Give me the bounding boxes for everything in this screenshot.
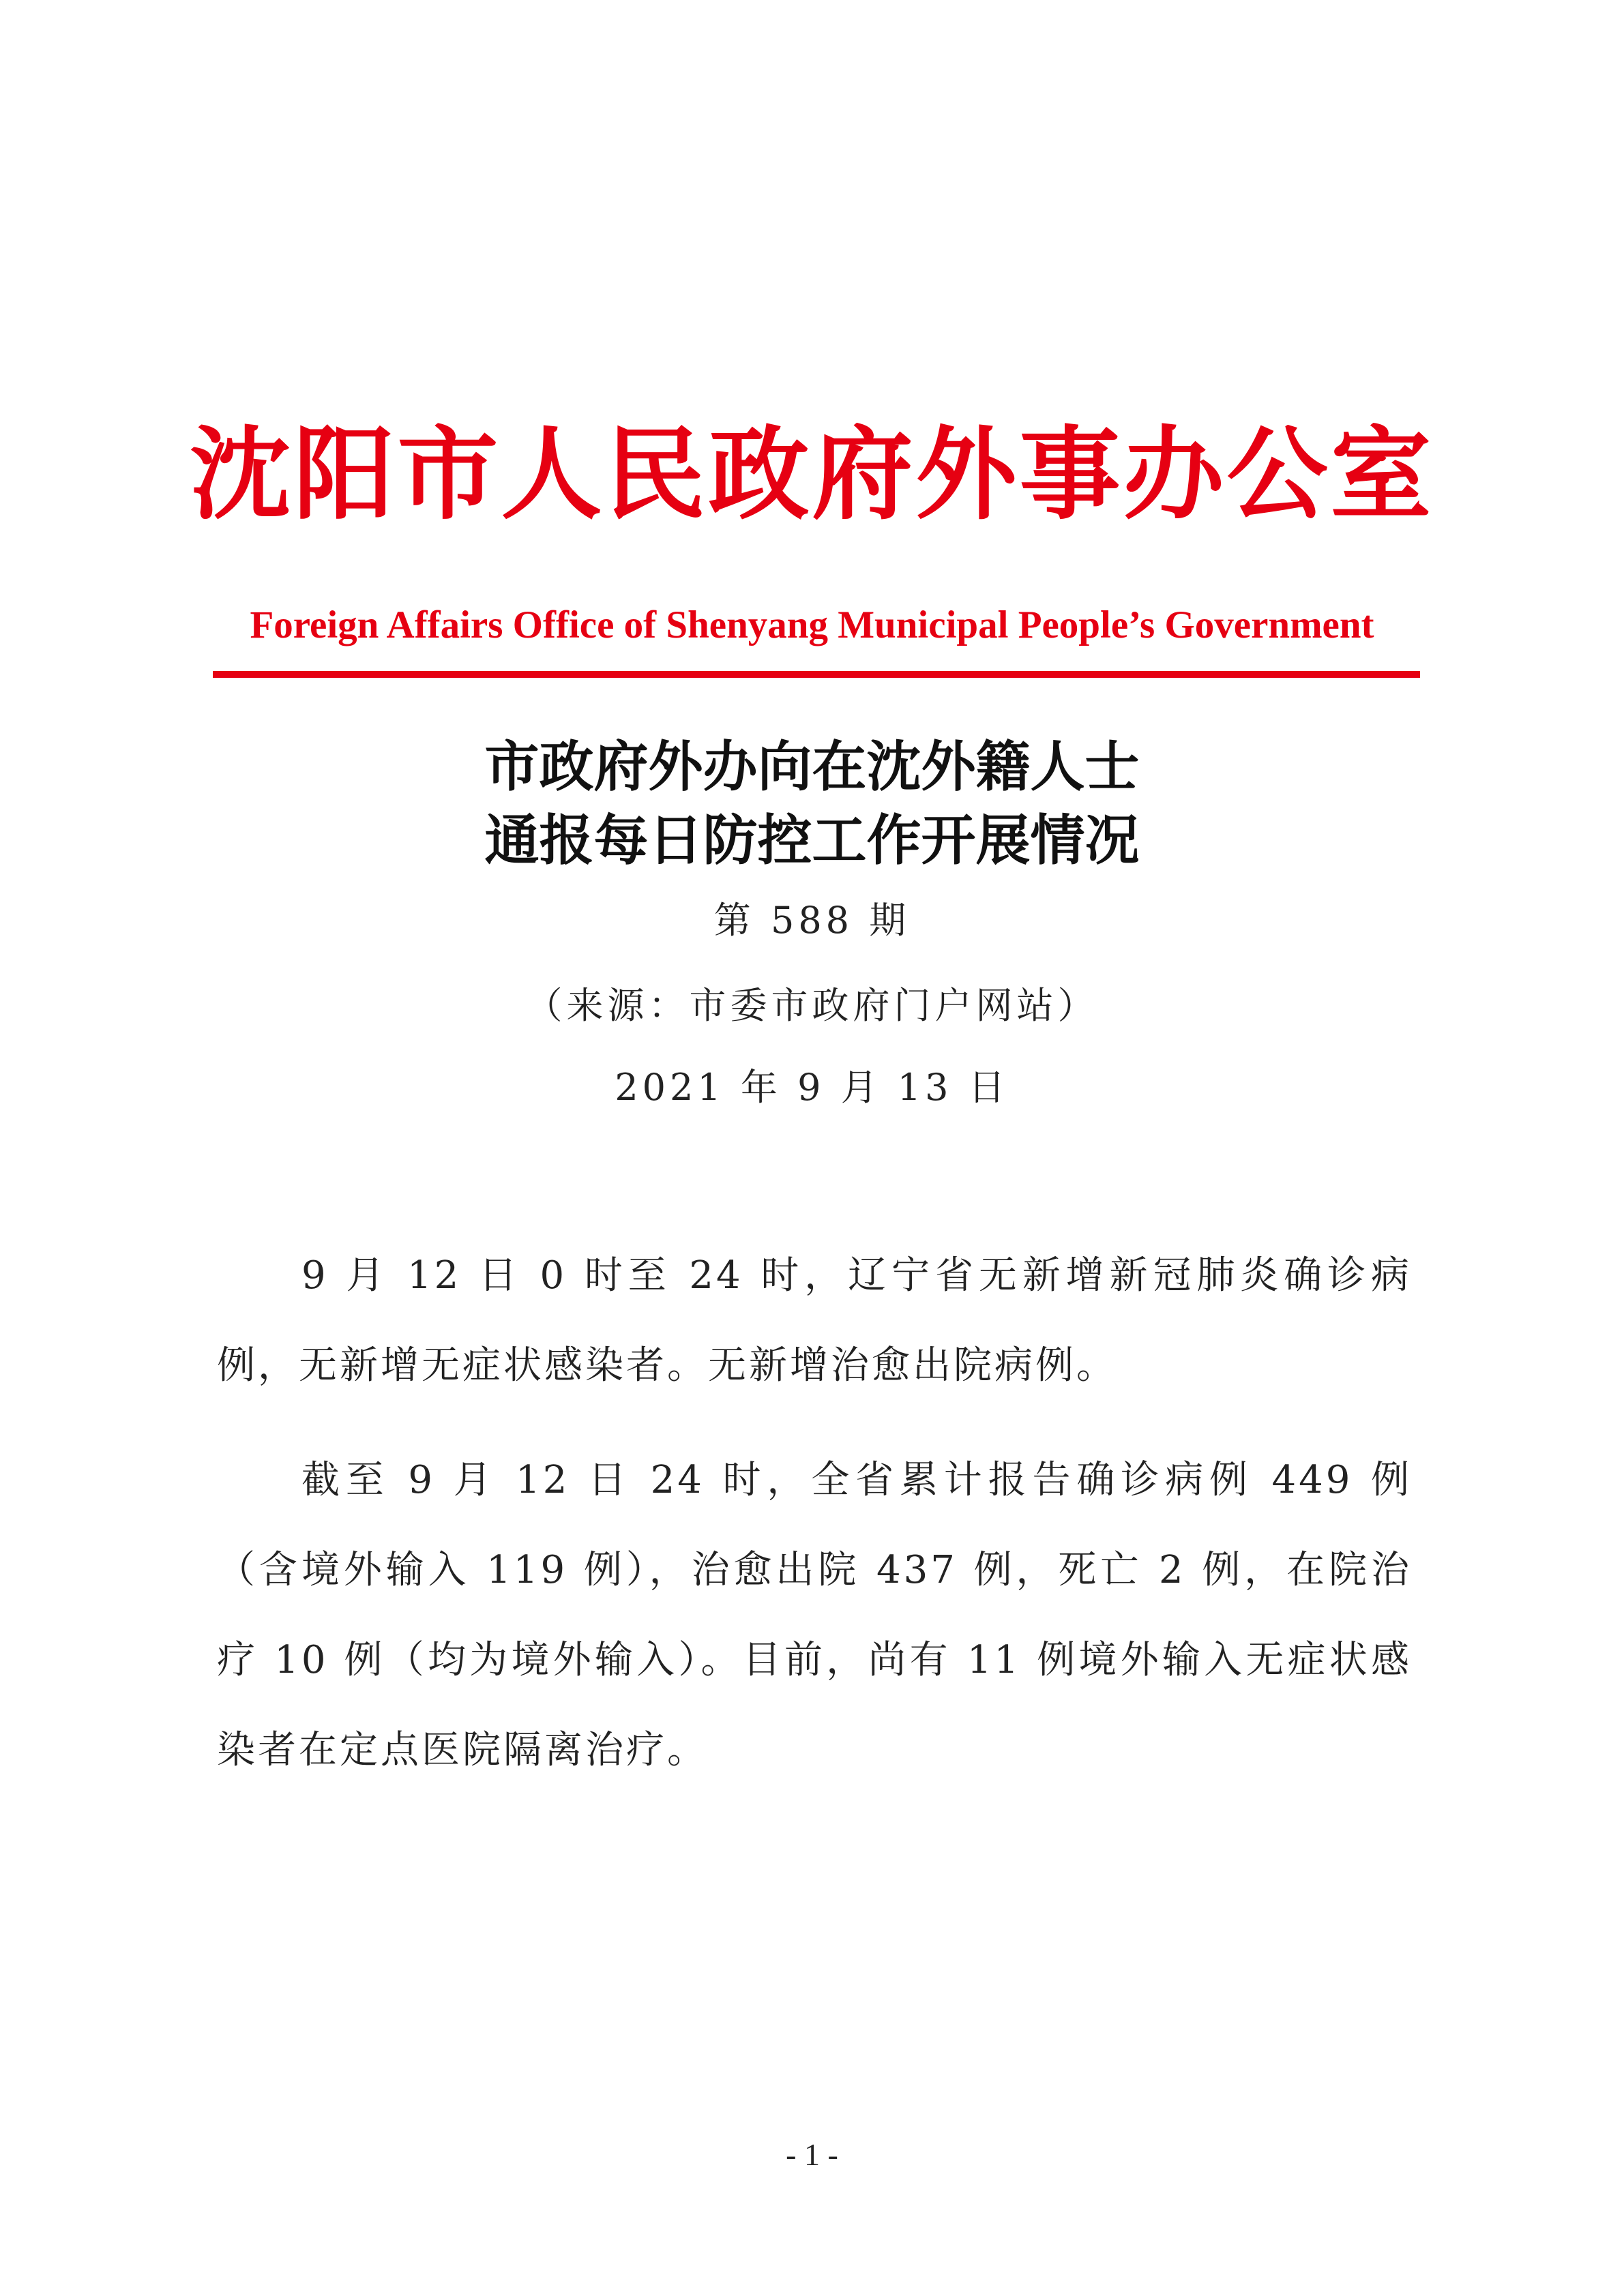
document-source: （来源：市委市政府门户网站） <box>525 984 1099 1027</box>
body-paragraph: 9 月 12 日 0 时至 24 时，辽宁省无新增新冠肺炎确诊病例，无新增无症状感染者。无新增治愈出院病例。 <box>217 1253 1412 1388</box>
header-divider <box>213 671 1420 678</box>
agency-name-chinese: 沈阳市人民政府外事办公室 <box>190 415 1434 533</box>
document-date: 2021 年 9 月 13 日 <box>615 1066 1009 1109</box>
issue-number: 第 588 期 <box>713 899 911 942</box>
document-title <box>0 730 1624 877</box>
page-number: - 1 - <box>786 2137 838 2172</box>
document-title-line-2: 通报每日防控工作开展情况 <box>484 808 1140 872</box>
body-paragraph: 截至 9 月 12 日 24 时，全省累计报告确诊病例 449 例（含境外输入 119 例），治愈出院 437 例，死亡 2 例，在院治疗 10 例（均为境外输入）。目前，尚有 11 例境外输入无症状感染者在定点医院隔离治疗。 <box>217 1458 1412 1772</box>
agency-name-english: Foreign Affairs Office of Shenyang Municipal People’s Government <box>250 603 1374 646</box>
document-title-line-1: 市政府外办向在沈外籍人士 <box>484 734 1140 799</box>
